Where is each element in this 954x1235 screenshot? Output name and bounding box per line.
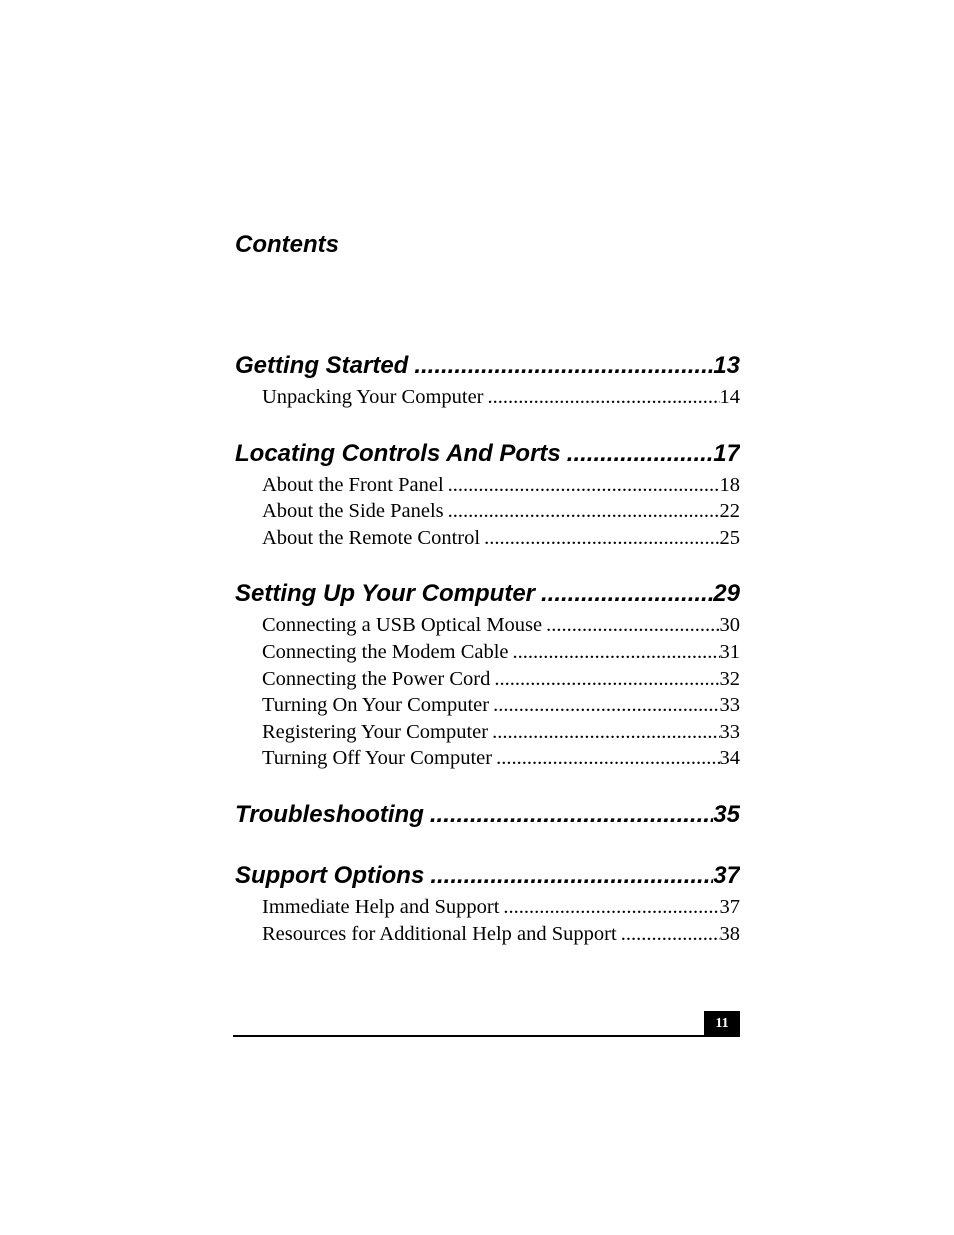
chapter-entry[interactable] <box>235 797 740 833</box>
section-title: Turning On Your Computer <box>262 694 490 717</box>
chapter-entry[interactable] <box>235 436 740 472</box>
section-entry[interactable] <box>235 719 740 746</box>
dot-leader <box>503 894 719 921</box>
section-entry[interactable] <box>235 525 740 552</box>
dot-leader <box>488 384 720 411</box>
section-page-number: 18 <box>719 473 740 496</box>
section-entry[interactable] <box>235 639 740 666</box>
dot-leader <box>621 921 720 948</box>
section-page-number: 37 <box>719 895 740 918</box>
section-entry[interactable] <box>235 745 740 772</box>
section-page-number: 14 <box>719 386 740 408</box>
section-entry[interactable] <box>235 666 740 693</box>
chapter-page-number: 35 <box>713 800 740 828</box>
chapter-getting-started <box>235 348 740 411</box>
page-number-badge: 11 <box>704 1011 740 1036</box>
dot-leader <box>430 858 713 894</box>
page-title: Contents <box>235 231 339 258</box>
section-title: Connecting the Power Cord <box>262 667 491 690</box>
section-title: About the Remote Control <box>262 526 481 549</box>
chapter-title: Setting Up Your Computer <box>235 580 535 608</box>
dot-leader <box>414 348 713 384</box>
dot-leader <box>513 639 720 666</box>
section-page-number: 31 <box>719 640 740 663</box>
section-entry[interactable] <box>235 612 740 639</box>
section-page-number: 30 <box>719 614 740 637</box>
section-title: Turning Off Your Computer <box>262 747 493 770</box>
section-entry[interactable] <box>235 472 740 499</box>
chapter-troubleshooting <box>235 797 740 833</box>
chapter-title: Locating Controls And Ports <box>235 439 561 467</box>
section-entry[interactable] <box>235 894 740 921</box>
dot-leader <box>484 525 719 552</box>
section-page-number: 38 <box>719 922 740 945</box>
section-page-number: 25 <box>719 526 740 549</box>
dot-leader <box>567 436 714 472</box>
section-entry[interactable] <box>235 384 740 411</box>
section-page-number: 32 <box>719 667 740 690</box>
section-title: About the Side Panels <box>262 500 444 523</box>
chapter-title: Support Options <box>235 861 425 889</box>
section-title: Registering Your Computer <box>262 720 489 743</box>
section-title: Resources for Additional Help and Support <box>262 922 617 945</box>
dot-leader <box>541 576 713 612</box>
chapter-page-number: 37 <box>713 861 740 889</box>
dot-leader <box>448 498 720 525</box>
dot-leader <box>493 692 719 719</box>
section-entry[interactable] <box>235 692 740 719</box>
dot-leader <box>496 745 719 772</box>
section-page-number: 33 <box>719 694 740 717</box>
chapter-page-number: 17 <box>713 439 740 467</box>
chapter-title: Troubleshooting <box>235 800 424 828</box>
section-title: Unpacking Your Computer <box>262 386 484 408</box>
dot-leader <box>494 666 719 693</box>
dot-leader <box>448 472 720 499</box>
table-of-contents <box>235 348 740 947</box>
chapter-locating-controls <box>235 436 740 552</box>
chapter-support-options <box>235 858 740 947</box>
section-page-number: 34 <box>719 747 740 770</box>
dot-leader <box>430 797 713 833</box>
chapter-entry[interactable] <box>235 858 740 894</box>
section-page-number: 22 <box>719 500 740 523</box>
chapter-entry[interactable] <box>235 348 740 384</box>
section-page-number: 33 <box>719 720 740 743</box>
section-entry[interactable] <box>235 498 740 525</box>
section-title: About the Front Panel <box>262 473 444 496</box>
chapter-page-number: 29 <box>713 580 740 608</box>
section-entry[interactable] <box>235 921 740 948</box>
chapter-setting-up <box>235 576 740 772</box>
dot-leader <box>546 612 719 639</box>
footer-rule <box>233 1035 740 1037</box>
section-title: Connecting the Modem Cable <box>262 640 509 663</box>
dot-leader <box>492 719 719 746</box>
chapter-entry[interactable] <box>235 576 740 612</box>
section-title: Immediate Help and Support <box>262 895 500 918</box>
section-title: Connecting a USB Optical Mouse <box>262 614 543 637</box>
chapter-title: Getting Started <box>235 352 409 379</box>
chapter-page-number: 13 <box>713 352 740 379</box>
